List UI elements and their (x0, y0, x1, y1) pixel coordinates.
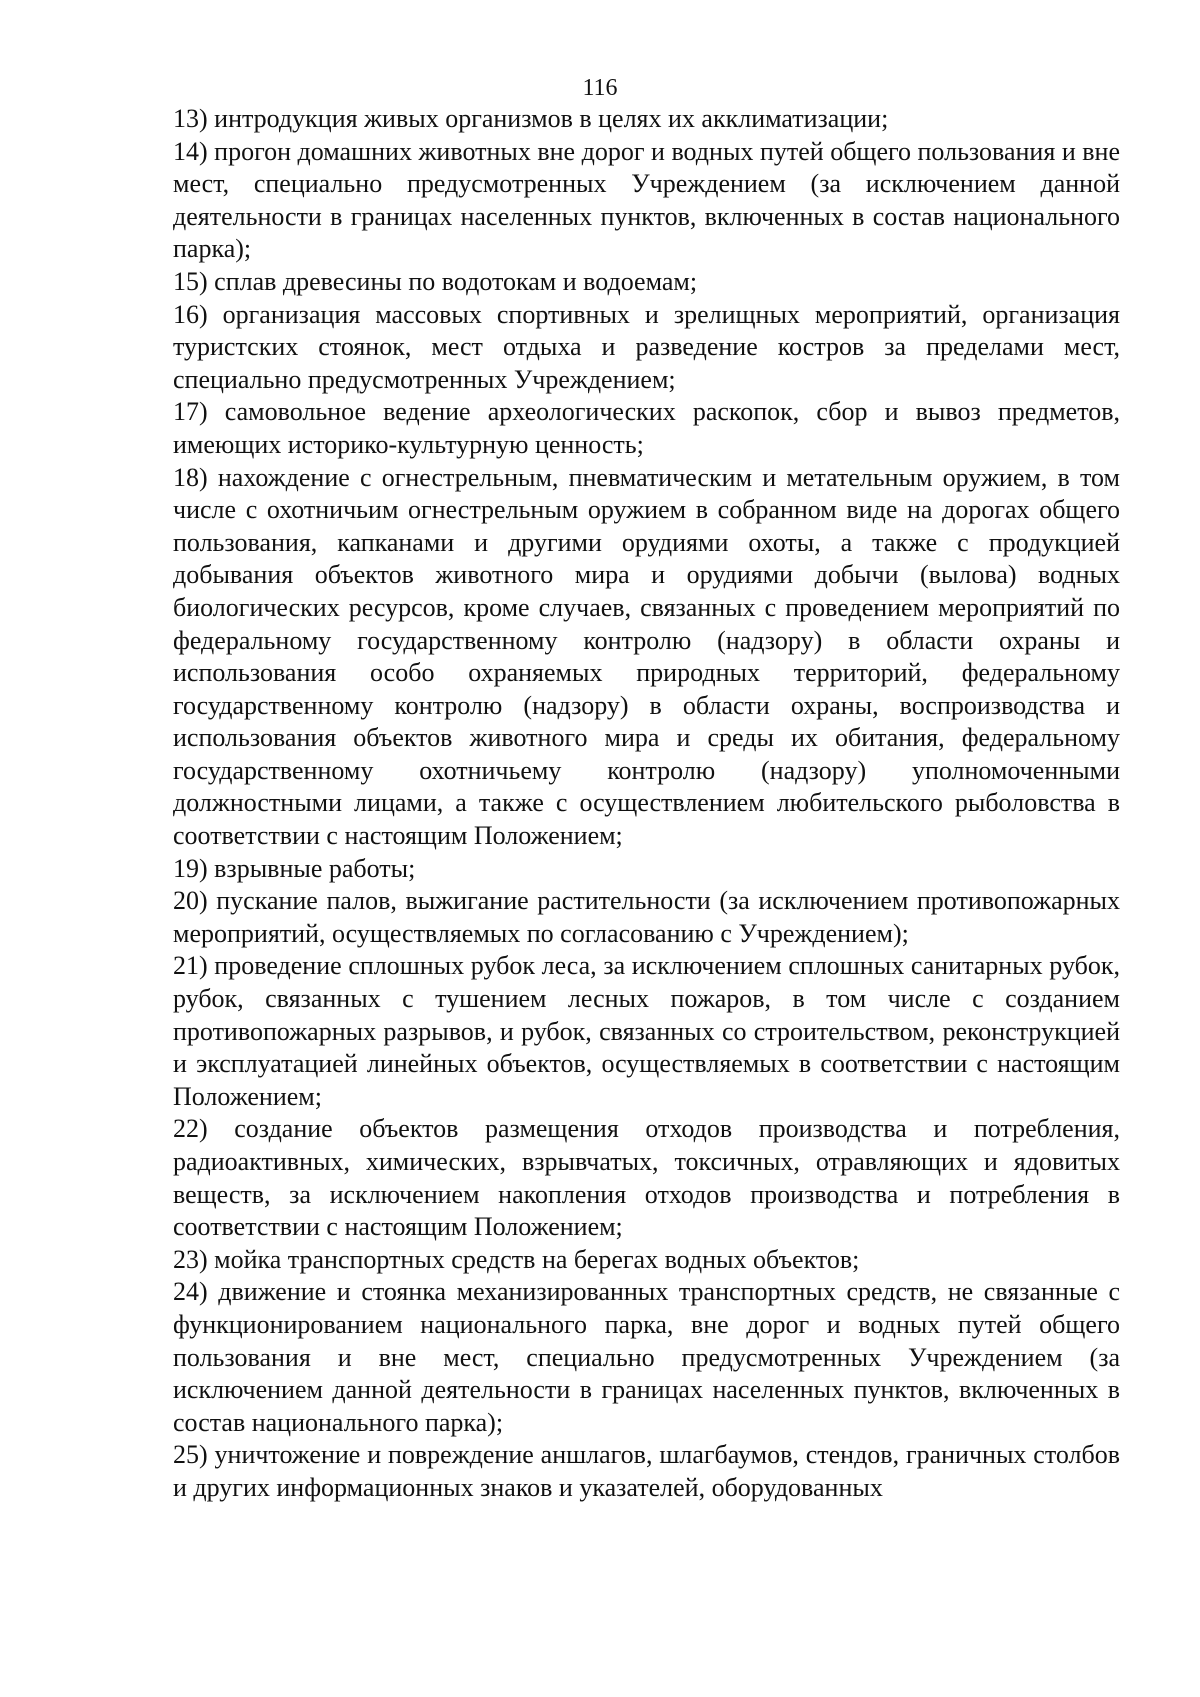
list-item: 22) создание объектов размещения отходов производства и потребления, радиоактивных, химических, взрывчатых, токсичных, отравляющих и ядовитых веществ, за исключением накопления отходов производства и потребления в соответствии с настоящим Положением; (173, 1114, 1120, 1242)
list-item: 23) мойка транспортных средств на берегах водных объектов; (173, 1244, 860, 1274)
list-item: 24) движение и стоянка механизированных транспортных средств, не связанные с функционированием национального парка, вне дорог и водных путей общего пользования и вне мест, специально предусмотренных Учреждением (за исключением данной деятельности в границах населенных пунктов, включенных в состав национального парка); (173, 1277, 1120, 1437)
list-item: 20) пускание палов, выжигание растительности (за исключением противопожарных мероприятий, осуществляемых по согласованию с Учреждением); (173, 886, 1120, 948)
list-item: 16) организация массовых спортивных и зрелищных мероприятий, организация туристских стоянок, мест отдыха и разведение костров за пределами мест, специально предусмотренных Учреждением; (173, 299, 1120, 394)
document-body (173, 103, 1120, 1505)
list-item: 15) сплав древесины по водотокам и водоемам; (173, 266, 698, 296)
page-number: 116 (582, 75, 618, 101)
list-item: 25) уничтожение и повреждение аншлагов, шлагбаумов, стендов, граничных столбов и других информационных знаков и указателей, оборудованных (173, 1440, 1120, 1502)
list-item: 19) взрывные работы; (173, 853, 416, 883)
list-item: 21) проведение сплошных рубок леса, за исключением сплошных санитарных рубок, рубок, связанных с тушением лесных пожаров, в том числе с созданием противопожарных разрывов, и рубок, связанных со строительством, реконструкцией и эксплуатацией линейных объектов, осуществляемых в соответствии с настоящим Положением; (173, 951, 1120, 1111)
list-item: 17) самовольное ведение археологических раскопок, сбор и вывоз предметов, имеющих историко-культурную ценность; (173, 397, 1120, 459)
list-item: 14) прогон домашних животных вне дорог и водных путей общего пользования и вне мест, специально предусмотренных Учреждением (за исключением данной деятельности в границах населенных пунктов, включенных в состав национального парка); (173, 136, 1120, 264)
list-item: 13) интродукция живых организмов в целях их акклиматизации; (173, 104, 889, 133)
list-item: 18) нахождение с огнестрельным, пневматическим и метательным оружием, в том числе с охотничьим огнестрельным оружием в собранном виде на дорогах общего пользования, капканами и другими орудиями охоты, а также с продукцией добывания объектов животного мира и орудиями добычи (вылова) водных биологических ресурсов, кроме случаев, связанных с проведением мероприятий по федеральному государственному контролю (надзору) в области охраны и использования особо охраняемых природных территорий, федеральному государственному контролю (надзору) в области охраны, воспроизводства и использования объектов животного мира и среды их обитания, федеральному государственному охотничьему контролю (надзору) уполномоченными должностными лицами, а также с осуществлением любительского рыболовства в соответствии с настоящим Положением; (173, 462, 1120, 851)
